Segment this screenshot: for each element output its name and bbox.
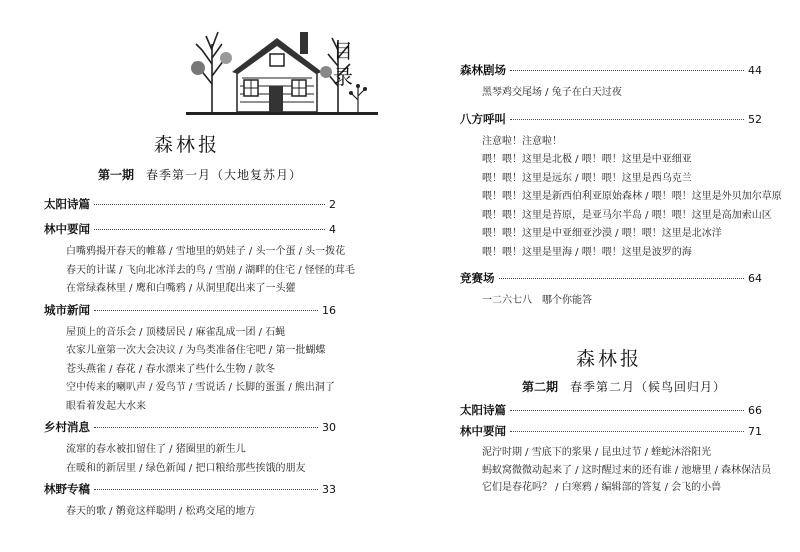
- toc-entry-title: 八方呼叫: [460, 111, 506, 126]
- dot-leader: [510, 431, 744, 432]
- toc-entry-title: 太阳诗篇: [460, 403, 506, 417]
- toc-entry-page: 16: [322, 303, 336, 317]
- dot-leader: [94, 229, 325, 230]
- toc-entry[interactable]: [460, 111, 762, 127]
- toc-entry[interactable]: [460, 402, 762, 418]
- dot-leader: [510, 410, 744, 411]
- dot-leader: [510, 119, 744, 120]
- toc-subentry: 苍头燕雀 / 春花 / 春水漂来了些什么生物 / 款冬: [66, 363, 276, 375]
- toc-heading: [331, 38, 355, 90]
- issue-subtitle-2: 春季第二月（候鸟回归月）: [570, 380, 727, 394]
- toc-entry-title: 太阳诗篇: [44, 197, 90, 211]
- issue-subtitle: 春季第一月（大地复苏月）: [146, 168, 303, 182]
- right-page: [400, 0, 800, 552]
- toc-subentry: 在暖和的新居里 / 绿色新闻 / 把口粮给那些挨饿的朋友: [66, 462, 306, 474]
- toc-subentry: 农家儿童第一次大会决议 / 为鸟类准备住宅吧 / 第一批蝴蝶: [66, 345, 326, 356]
- toc-subentry: 屋顶上的音乐会 / 顶楼居民 / 麻雀乱成一团 / 石蝇: [66, 326, 286, 338]
- toc-entry-page: 33: [322, 483, 336, 496]
- toc-subentry: 春天的计谋 / 飞向北冰洋去的鸟 / 雪崩 / 湖畔的住宅 / 怪怪的茸毛: [66, 264, 355, 276]
- toc-subentry: 喂！喂！这里是里海 / 喂！喂！这里是波罗的海: [482, 246, 692, 258]
- toc-subentry: 眼看着发起大水来: [66, 400, 146, 412]
- toc-entry-title: 林中要闻: [44, 222, 90, 236]
- toc-subentry: 喂！喂！这里是北极 / 喂！喂！这里是中亚细亚: [482, 154, 692, 165]
- toc-subentry: 流窜的春水被扣留住了 / 猪圈里的新生儿: [66, 444, 246, 455]
- toc-subentry: 空中传来的喇叭声 / 爱鸟节 / 雪说话 / 长脚的蛋蛋 / 熊出洞了: [66, 382, 335, 393]
- toc-entry-page: 30: [322, 421, 336, 434]
- toc-entry-title: 林野专稿: [44, 482, 90, 496]
- toc-entry[interactable]: [460, 423, 762, 439]
- toc-entry[interactable]: [44, 196, 336, 212]
- toc-subentry: 泥泞时期 / 雪底下的浆果 / 昆虫过节 / 蝰蛇沐浴阳光: [482, 447, 712, 458]
- toc-entry-title: 森林剧场: [460, 63, 506, 77]
- issue-heading: [98, 166, 302, 183]
- toc-entry-page: 64: [748, 272, 762, 285]
- toc-entry-title: 乡村消息: [44, 420, 90, 434]
- toc-entry-page: 71: [748, 425, 762, 438]
- toc-entry[interactable]: [460, 62, 762, 78]
- toc-entry[interactable]: [44, 302, 336, 318]
- toc-entry[interactable]: [44, 419, 336, 435]
- toc-subentry: 一二六七八 哪个你能答: [482, 295, 592, 306]
- issue-heading-2: [522, 378, 726, 395]
- toc-entry-title: 林中要闻: [460, 424, 506, 438]
- toc-entry-page: 44: [748, 64, 762, 77]
- dot-leader: [94, 204, 325, 205]
- toc-entry[interactable]: [44, 221, 336, 237]
- toc-entry-page: 52: [748, 112, 762, 126]
- toc-subentry: 蚂蚁窝微微动起来了 / 这时醒过来的还有谁 / 池塘里 / 森林保洁员: [482, 464, 772, 476]
- paper-title-2: 森林报: [576, 348, 643, 370]
- dot-leader: [499, 278, 745, 279]
- toc-entry-title: 城市新闻: [44, 302, 90, 317]
- toc-subentry: 在常绿森林里 / 鹰和白嘴鸦 / 从洞里爬出来了一头獾: [66, 283, 296, 294]
- toc-subentry: 喂！喂！这里是远东 / 喂！喂！这里是西乌克兰: [482, 172, 692, 184]
- toc-subentry: 注意啦！注意啦！: [482, 135, 562, 147]
- dot-leader: [94, 427, 318, 428]
- toc-entry-page: 66: [748, 404, 762, 417]
- paper-title: 森林报: [154, 134, 221, 156]
- toc-heading-char-2: 录: [333, 65, 353, 89]
- toc-subentry: 黑琴鸡交尾场 / 兔子在白天过夜: [482, 87, 622, 98]
- toc-entry[interactable]: [460, 270, 762, 286]
- dot-leader: [94, 310, 318, 311]
- toc-subentry: 喂！喂！这里是新西伯利亚原始森林 / 喂！喂！这里是外贝加尔草原: [482, 191, 782, 202]
- toc-heading-char-1: 目: [333, 39, 353, 63]
- dot-leader: [510, 70, 744, 71]
- issue-label: 第一期: [98, 168, 135, 182]
- toc-subentry: 它们是春花吗？ / 白寒鸦 / 编辑部的答复 / 会飞的小兽: [482, 482, 722, 493]
- toc-entry-title: 竞赛场: [460, 271, 495, 285]
- issue-label-2: 第二期: [522, 380, 559, 394]
- toc-entry-page: 4: [329, 223, 336, 236]
- toc-subentry: 喂！喂！这里是中亚细亚沙漠 / 喂！喂！这里是北冰洋: [482, 228, 722, 239]
- dot-leader: [94, 489, 318, 490]
- toc-subentry: 春天的歌 / 鹡竟这样聪明 / 松鸡交尾的地方: [66, 506, 256, 517]
- toc-subentry: 白嘴鸦揭开春天的帷幕 / 雪地里的奶娃子 / 头一个蛋 / 头一拨花: [66, 246, 346, 257]
- toc-entry-page: 2: [329, 198, 336, 211]
- toc-subentry: 喂！喂！这里是苔原，是亚马尔半岛 / 喂！喂！这里是高加索山区: [482, 209, 772, 221]
- toc-entry[interactable]: [44, 481, 336, 497]
